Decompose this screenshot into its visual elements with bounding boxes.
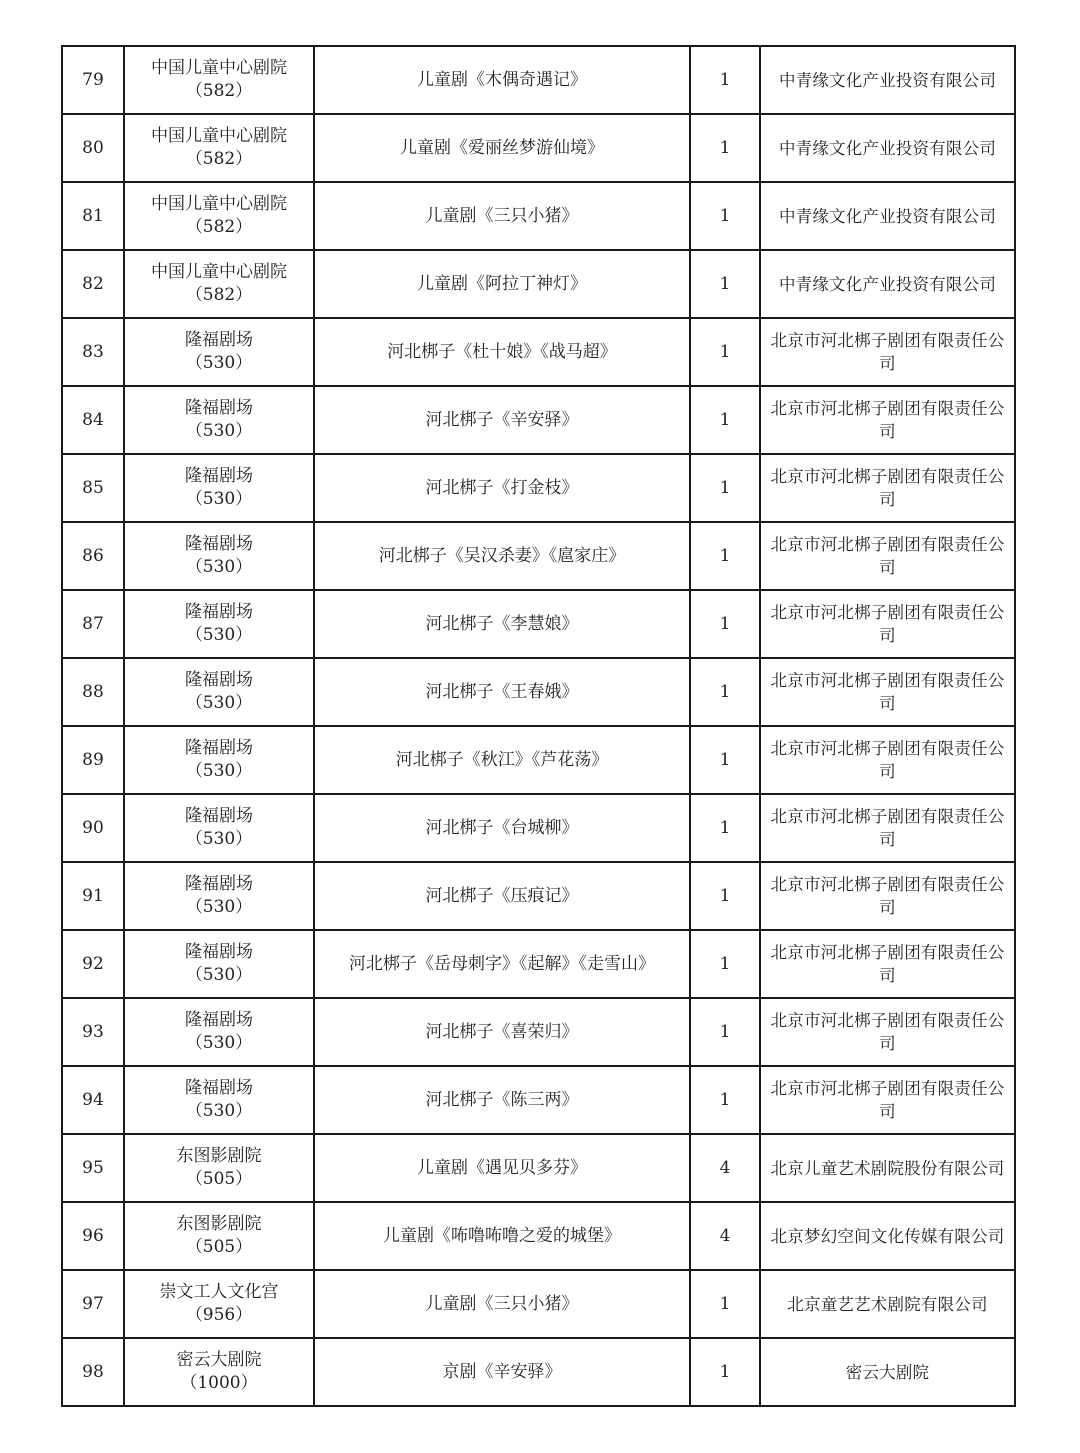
count-cell <box>690 1338 760 1406</box>
table-row <box>62 930 1015 998</box>
venue-name: 中国儿童中心剧院 <box>151 194 287 214</box>
venue-cell <box>124 862 314 930</box>
show-title: 儿童剧《三只小猪》 <box>425 205 579 226</box>
table-row <box>62 318 1015 386</box>
table-row <box>62 1066 1015 1134</box>
organizer-cell <box>760 114 1015 182</box>
performance-count: 1 <box>719 205 731 226</box>
count-cell <box>690 658 760 726</box>
organizer-name: 北京市河北梆子剧团有限责任公司 <box>770 875 1005 917</box>
venue-cell <box>124 726 314 794</box>
row-number: 82 <box>82 273 104 294</box>
venue-seats: （530） <box>185 897 253 917</box>
organizer-name: 中青缘文化产业投资有限公司 <box>778 138 997 158</box>
organizer-name: 北京市河北梆子剧团有限责任公司 <box>770 535 1005 577</box>
performance-count: 1 <box>719 1021 731 1042</box>
show-title: 儿童剧《阿拉丁神灯》 <box>417 273 587 294</box>
venue-cell <box>124 1066 314 1134</box>
performance-count: 1 <box>719 1293 731 1314</box>
venue-seats: （530） <box>185 829 253 849</box>
organizer-cell <box>760 658 1015 726</box>
table-row <box>62 862 1015 930</box>
row-number-cell <box>62 590 124 658</box>
table-row <box>62 590 1015 658</box>
performance-count: 1 <box>719 477 731 498</box>
table-row <box>62 1134 1015 1202</box>
row-number: 89 <box>82 749 104 770</box>
count-cell <box>690 386 760 454</box>
show-cell <box>314 1270 690 1338</box>
row-number-cell <box>62 1338 124 1406</box>
performance-count: 1 <box>719 341 731 362</box>
venue-cell <box>124 318 314 386</box>
row-number: 88 <box>82 681 104 702</box>
count-cell <box>690 794 760 862</box>
show-title: 河北梆子《喜荣归》 <box>425 1021 579 1042</box>
venue-name: 隆福剧场 <box>185 398 253 418</box>
show-title: 京剧《辛安驿》 <box>442 1361 562 1382</box>
show-cell <box>314 930 690 998</box>
organizer-name: 密云大剧院 <box>845 1362 930 1382</box>
venue-cell <box>124 1202 314 1270</box>
row-number-cell <box>62 1134 124 1202</box>
organizer-cell <box>760 46 1015 114</box>
venue-seats: （530） <box>185 353 253 373</box>
table-row <box>62 114 1015 182</box>
venue-seats: （582） <box>185 81 253 101</box>
venue-name: 密云大剧院 <box>176 1350 262 1370</box>
row-number: 94 <box>82 1089 104 1110</box>
count-cell <box>690 930 760 998</box>
organizer-name: 北京市河北梆子剧团有限责任公司 <box>770 331 1005 373</box>
show-title: 河北梆子《王春娥》 <box>425 681 579 702</box>
organizer-cell <box>760 794 1015 862</box>
venue-cell <box>124 658 314 726</box>
venue-name: 隆福剧场 <box>185 670 253 690</box>
show-cell <box>314 794 690 862</box>
count-cell <box>690 454 760 522</box>
count-cell <box>690 590 760 658</box>
venue-seats: （582） <box>185 285 253 305</box>
show-title: 河北梆子《吴汉杀妻》《扈家庄》 <box>378 545 626 566</box>
show-cell <box>314 454 690 522</box>
row-number-cell <box>62 930 124 998</box>
organizer-name: 北京儿童艺术剧院股份有限公司 <box>770 1158 1005 1178</box>
show-title: 河北梆子《秋江》《芦花荡》 <box>395 749 609 770</box>
table-row <box>62 998 1015 1066</box>
performance-table <box>61 45 1016 1407</box>
count-cell <box>690 182 760 250</box>
venue-name: 隆福剧场 <box>185 738 253 758</box>
organizer-name: 北京市河北梆子剧团有限责任公司 <box>770 399 1005 441</box>
venue-name: 中国儿童中心剧院 <box>151 58 287 78</box>
performance-count: 1 <box>719 273 731 294</box>
show-title: 河北梆子《台城柳》 <box>425 817 579 838</box>
show-title: 河北梆子《李慧娘》 <box>425 613 579 634</box>
table-row <box>62 250 1015 318</box>
venue-seats: （582） <box>185 217 253 237</box>
venue-name: 隆福剧场 <box>185 942 253 962</box>
venue-cell <box>124 250 314 318</box>
venue-name: 东图影剧院 <box>176 1146 262 1166</box>
organizer-cell <box>760 1202 1015 1270</box>
venue-seats: （530） <box>185 1033 253 1053</box>
performance-count: 1 <box>719 613 731 634</box>
table-row <box>62 522 1015 590</box>
row-number-cell <box>62 862 124 930</box>
show-cell <box>314 1338 690 1406</box>
row-number-cell <box>62 454 124 522</box>
row-number-cell <box>62 46 124 114</box>
organizer-cell <box>760 522 1015 590</box>
show-cell <box>314 182 690 250</box>
venue-name: 东图影剧院 <box>176 1214 262 1234</box>
show-cell <box>314 590 690 658</box>
show-cell <box>314 862 690 930</box>
venue-cell <box>124 522 314 590</box>
venue-name: 隆福剧场 <box>185 466 253 486</box>
count-cell <box>690 1134 760 1202</box>
count-cell <box>690 1270 760 1338</box>
count-cell <box>690 726 760 794</box>
venue-cell <box>124 386 314 454</box>
row-number: 92 <box>82 953 104 974</box>
show-cell <box>314 522 690 590</box>
venue-cell <box>124 930 314 998</box>
show-cell <box>314 250 690 318</box>
organizer-cell <box>760 182 1015 250</box>
organizer-cell <box>760 1134 1015 1202</box>
venue-seats: （530） <box>185 625 253 645</box>
table-row <box>62 794 1015 862</box>
performance-count: 1 <box>719 817 731 838</box>
organizer-cell <box>760 1270 1015 1338</box>
table-row <box>62 726 1015 794</box>
venue-seats: （582） <box>185 149 253 169</box>
show-title: 河北梆子《陈三两》 <box>425 1089 579 1110</box>
table-row <box>62 46 1015 114</box>
venue-cell <box>124 1338 314 1406</box>
venue-cell <box>124 454 314 522</box>
row-number-cell <box>62 522 124 590</box>
organizer-name: 北京市河北梆子剧团有限责任公司 <box>770 603 1005 645</box>
organizer-cell <box>760 726 1015 794</box>
organizer-name: 北京市河北梆子剧团有限责任公司 <box>770 807 1005 849</box>
venue-cell <box>124 1134 314 1202</box>
venue-seats: （530） <box>185 693 253 713</box>
venue-name: 隆福剧场 <box>185 1010 253 1030</box>
venue-name: 隆福剧场 <box>185 534 253 554</box>
performance-count: 1 <box>719 1361 731 1382</box>
row-number: 85 <box>82 477 104 498</box>
venue-seats: （505） <box>185 1169 253 1189</box>
row-number: 80 <box>82 137 104 158</box>
venue-seats: （530） <box>185 965 253 985</box>
organizer-cell <box>760 1338 1015 1406</box>
venue-cell <box>124 46 314 114</box>
organizer-cell <box>760 1066 1015 1134</box>
venue-cell <box>124 182 314 250</box>
show-title: 儿童剧《遇见贝多芬》 <box>417 1157 587 1178</box>
show-title: 儿童剧《木偶奇遇记》 <box>417 69 587 90</box>
row-number-cell <box>62 250 124 318</box>
venue-name: 隆福剧场 <box>185 330 253 350</box>
row-number: 81 <box>82 205 104 226</box>
row-number: 93 <box>82 1021 104 1042</box>
row-number-cell <box>62 1066 124 1134</box>
performance-count: 1 <box>719 953 731 974</box>
count-cell <box>690 1202 760 1270</box>
venue-seats: （530） <box>185 557 253 577</box>
organizer-name: 北京市河北梆子剧团有限责任公司 <box>770 1079 1005 1121</box>
count-cell <box>690 1066 760 1134</box>
row-number-cell <box>62 998 124 1066</box>
organizer-name: 北京市河北梆子剧团有限责任公司 <box>770 467 1005 509</box>
performance-count: 1 <box>719 1089 731 1110</box>
venue-seats: （530） <box>185 489 253 509</box>
show-cell <box>314 114 690 182</box>
venue-seats: （1000） <box>180 1373 258 1393</box>
organizer-cell <box>760 386 1015 454</box>
venue-seats: （530） <box>185 421 253 441</box>
venue-cell <box>124 998 314 1066</box>
venue-name: 崇文工人文化宫 <box>159 1282 279 1302</box>
organizer-cell <box>760 250 1015 318</box>
row-number-cell <box>62 794 124 862</box>
row-number: 90 <box>82 817 104 838</box>
venue-name: 隆福剧场 <box>185 806 253 826</box>
table-row <box>62 454 1015 522</box>
row-number: 97 <box>82 1293 104 1314</box>
venue-seats: （530） <box>185 1101 253 1121</box>
show-title: 河北梆子《辛安驿》 <box>425 409 579 430</box>
count-cell <box>690 998 760 1066</box>
venue-name: 隆福剧场 <box>185 1078 253 1098</box>
performance-count: 1 <box>719 545 731 566</box>
organizer-cell <box>760 862 1015 930</box>
venue-name: 中国儿童中心剧院 <box>151 126 287 146</box>
show-cell <box>314 1066 690 1134</box>
venue-cell <box>124 114 314 182</box>
show-cell <box>314 386 690 454</box>
venue-cell <box>124 1270 314 1338</box>
venue-cell <box>124 590 314 658</box>
performance-count: 1 <box>719 69 731 90</box>
venue-seats: （530） <box>185 761 253 781</box>
venue-cell <box>124 794 314 862</box>
show-title: 河北梆子《杜十娘》《战马超》 <box>387 341 617 362</box>
row-number-cell <box>62 182 124 250</box>
show-title: 儿童剧《三只小猪》 <box>425 1293 579 1314</box>
count-cell <box>690 114 760 182</box>
count-cell <box>690 46 760 114</box>
show-cell <box>314 998 690 1066</box>
organizer-cell <box>760 454 1015 522</box>
show-cell <box>314 1134 690 1202</box>
show-cell <box>314 658 690 726</box>
table-row <box>62 1270 1015 1338</box>
organizer-cell <box>760 930 1015 998</box>
venue-seats: （956） <box>185 1305 253 1325</box>
organizer-name: 北京童艺艺术剧院有限公司 <box>787 1294 988 1314</box>
organizer-cell <box>760 318 1015 386</box>
table-body <box>62 46 1015 1406</box>
show-cell <box>314 318 690 386</box>
row-number: 87 <box>82 613 104 634</box>
table-row <box>62 182 1015 250</box>
show-title: 河北梆子《打金枝》 <box>425 477 579 498</box>
venue-name: 隆福剧场 <box>185 602 253 622</box>
show-title: 河北梆子《压痕记》 <box>425 885 579 906</box>
show-cell <box>314 1202 690 1270</box>
row-number-cell <box>62 1202 124 1270</box>
performance-count: 4 <box>719 1225 731 1246</box>
row-number: 91 <box>82 885 104 906</box>
organizer-name: 北京市河北梆子剧团有限责任公司 <box>770 1011 1005 1053</box>
count-cell <box>690 318 760 386</box>
count-cell <box>690 250 760 318</box>
row-number: 84 <box>82 409 104 430</box>
row-number: 79 <box>82 69 104 90</box>
table-row <box>62 1338 1015 1406</box>
show-cell <box>314 726 690 794</box>
row-number-cell <box>62 658 124 726</box>
organizer-name: 北京市河北梆子剧团有限责任公司 <box>770 943 1005 985</box>
row-number: 86 <box>82 545 104 566</box>
row-number: 95 <box>82 1157 104 1178</box>
organizer-name: 北京梦幻空间文化传媒有限公司 <box>770 1226 1005 1246</box>
performance-count: 1 <box>719 409 731 430</box>
organizer-name: 北京市河北梆子剧团有限责任公司 <box>770 739 1005 781</box>
show-title: 儿童剧《爱丽丝梦游仙境》 <box>400 137 604 158</box>
organizer-cell <box>760 998 1015 1066</box>
performance-count: 1 <box>719 681 731 702</box>
performance-table-container <box>61 45 1014 1407</box>
venue-name: 隆福剧场 <box>185 874 253 894</box>
organizer-name: 中青缘文化产业投资有限公司 <box>778 274 997 294</box>
organizer-name: 中青缘文化产业投资有限公司 <box>778 70 997 90</box>
table-row <box>62 658 1015 726</box>
row-number-cell <box>62 726 124 794</box>
row-number: 83 <box>82 341 104 362</box>
table-row <box>62 1202 1015 1270</box>
row-number-cell <box>62 1270 124 1338</box>
performance-count: 4 <box>719 1157 731 1178</box>
count-cell <box>690 522 760 590</box>
row-number: 96 <box>82 1225 104 1246</box>
row-number-cell <box>62 386 124 454</box>
venue-seats: （505） <box>185 1237 253 1257</box>
show-title: 儿童剧《咘噜咘噜之爱的城堡》 <box>383 1225 621 1246</box>
show-cell <box>314 46 690 114</box>
organizer-cell <box>760 590 1015 658</box>
organizer-name: 北京市河北梆子剧团有限责任公司 <box>770 671 1005 713</box>
show-title: 河北梆子《岳母刺字》《起解》《走雪山》 <box>349 953 655 974</box>
table-row <box>62 386 1015 454</box>
performance-count: 1 <box>719 137 731 158</box>
organizer-name: 中青缘文化产业投资有限公司 <box>778 206 997 226</box>
row-number-cell <box>62 318 124 386</box>
row-number-cell <box>62 114 124 182</box>
count-cell <box>690 862 760 930</box>
row-number: 98 <box>82 1361 104 1382</box>
performance-count: 1 <box>719 749 731 770</box>
performance-count: 1 <box>719 885 731 906</box>
venue-name: 中国儿童中心剧院 <box>151 262 287 282</box>
